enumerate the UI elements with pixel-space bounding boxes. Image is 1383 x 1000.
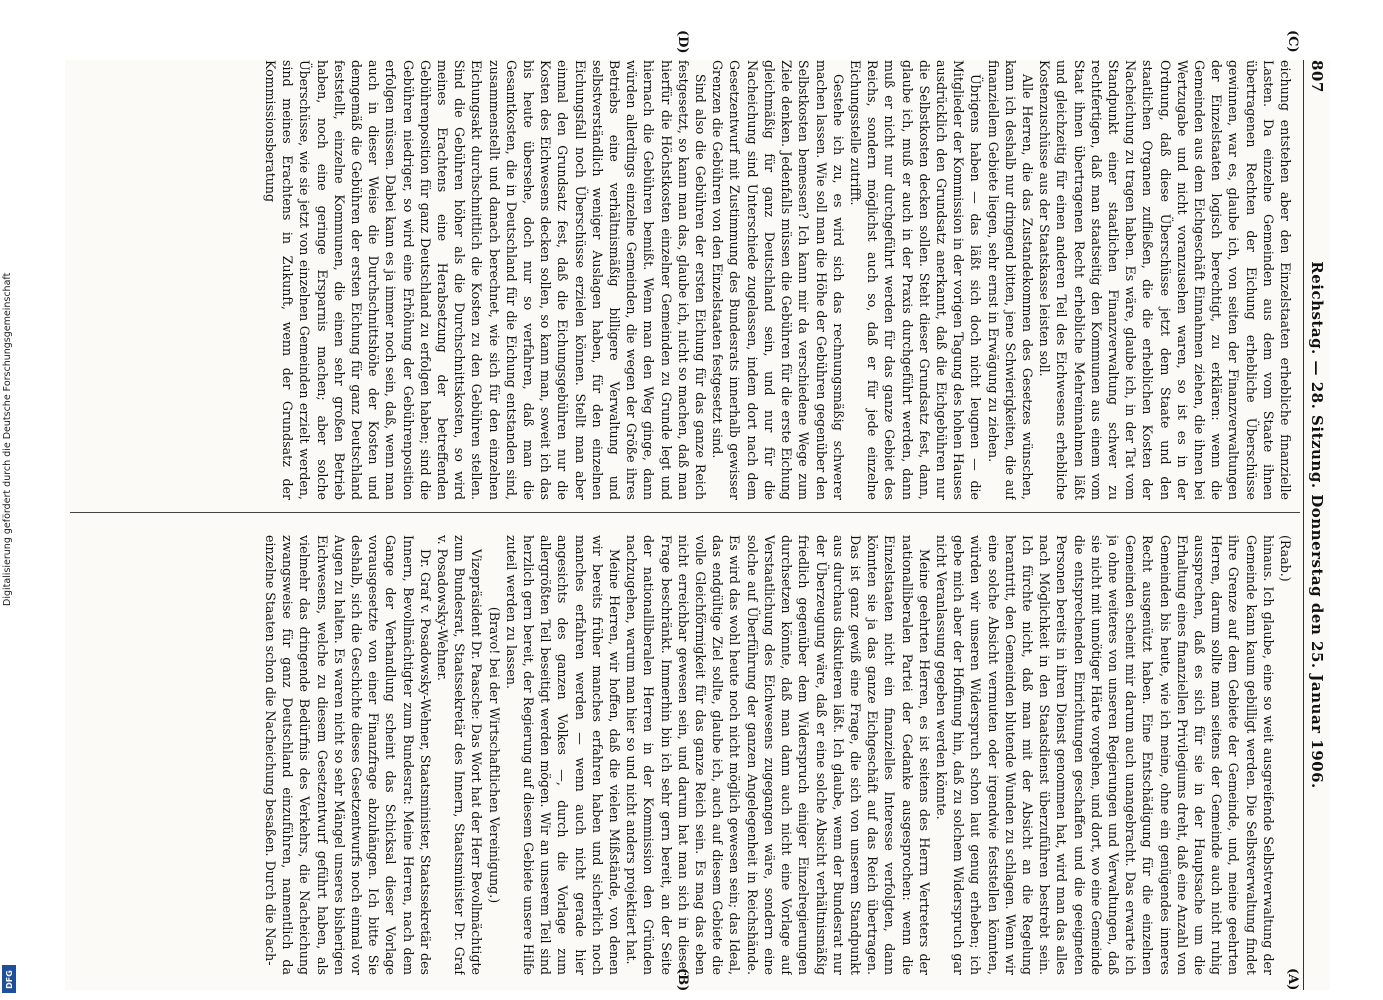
paragraph: Meine geehrten Herren, es ist seitens des Herrn Vertreters der nationalliberalen Partei der Gedanke ausgesprochen: wenn die Einzelstaaten nicht ein finanzielles Interesse verfolgten, dann könnten sie ja das ganze Eichgeschäft auf das Reich übertragen. Das ist ganz gewiß eine Frage, die sich von unserem Standpunkt aus durchaus diskutieren läßt. Ich glaube, wenn der Bundesrat nur der Überzeugung wäre, daß er eine solche Absicht verhältnismäßig friedlich gegenüber dem Widerspruch einiger Einzelregierungen durchsetzen könnte, daß man dann auch nicht eine Vorlage auf Verstaatlichung des Eichwesens zugegangen wäre, sondern eine solche auf Überführung der ganzen Angelegenheit in Reichshände. Es wird das wohl heute noch nicht möglich gewesen sein; das Ideal, das endgültige Ziel sollte, glaube ich, auch auf diesem Gebiete die volle Gleichförmigkeit für das ganze Reich sein. Es mag das eben nicht erreichbar gewesen sein, und darum hat man sich in dieser Frage beschränkt. Immerhin bin ich sehr gern bereit, an der Seite der nationalliberalen Herren in der Kommission den Gründen nachzugehen, warum man hier so und nicht anders projektiert hat. <box>624 535 932 975</box>
column-divider <box>70 512 1300 513</box>
paragraph: Meine Herren, wir hoffen, daß die vielen Mißstände, von denen wir bereits früher manches erfahren haben und sicherlich noch manches erfahren werden — wenn auch nicht gerade hier angesichts des ganzen Volkes —, durch die Vorlage zum allergrößten Teil beseitigt werden mögen. Wir an unserem Teil sind herzlich gern bereit, der Regierung auf diesem Gebiete unsere Hilfe zuteil werden zu lassen. <box>503 535 623 975</box>
paragraph: Alle Herren, die das Zustandekommen des Gesetzes wünschen, kann ich deshalb nur dringend bitten, jene Schwierigkeiten, die auf finanziellem Gebiete liegen, sehr ernst in Erwägung zu ziehen. <box>985 60 1035 500</box>
rotated-document-page <box>65 30 1330 992</box>
applause-note: (Bravo! bei der Wirtschaftlichen Vereinigung.) <box>486 606 502 904</box>
right-column <box>69 60 1294 500</box>
margin-marker-b: (B) <box>675 968 690 992</box>
margin-marker-a: (A) <box>1285 968 1300 991</box>
page-header <box>1304 60 1330 990</box>
page-number: 807 <box>1308 60 1326 93</box>
digitization-credit: Digitalisierung gefördert durch die Deutsche Forschungsgemeinschaft <box>2 272 13 606</box>
paragraph: Übrigens haben — das läßt sich doch nicht leugnen — die Mitglieder der Kommission in der vorigen Tagung des hohen Hauses ausdrücklich den Grundsatz anerkannt, daß die Eichgebühren nur die Selbstkosten decken sollen. Steht dieser Grundsatz fest, dann, glaube ich, muß er auch in der Praxis durchgeführt werden, dann muß er nicht nur durchgeführt werden für das ganze Gebiet des Reichs, sondern möglichst auch so, daß er für jede einzelne Eichungsstelle zutrifft. <box>847 60 984 500</box>
header-rule <box>1303 60 1304 990</box>
running-title: Reichstag. — 28. Sitzung. Donnerstag den 25. Januar 1906. <box>1308 261 1326 789</box>
dfg-logo: DFG <box>2 965 16 993</box>
paragraph: Sind also die Gebühren der ersten Eichung für das ganze Reich festgesetzt, so kann man das, glaube ich, nicht so machen, daß man hierfür die Höchstkosten einzelner Gemeinden zu Grunde legt und hiernach die Gebühren bemißt. Wenn man den Weg ginge, dann würden allerdings einzelne Gemeinden, die wegen der Größe ihres Betriebs eine verhältnismäßig billigere Verwaltung und selbstverständlich weniger Auslagen haben, für den einzelnen Eichungsfall noch Überschüsse erzielen können. Stellt man aber einmal den Grundsatz fest, daß die Eichungsgebühren nur die Kosten des Eichwesens decken sollen, so kann man, soweit ich das bis heute übersehe, doch nur so verfahren, daß man die Gesamtkosten, die in Deutschland für die Eichung entstanden sind, zusammenstellt und danach berechnet, wie sich für den einzelnen Eichungsakt durchschnittlich die Kosten zu den Gebühren stellen. Sind die Gebühren höher als die Durchschnittskosten, so wird meines Erachtens eine Herabsetzung der betreffenden Gebührenposition für ganz Deutschland zu erfolgen haben; sind die Gebühren niedriger, so wird eine Erhöhung der Gebührenposition erfolgen müssen. Dabei kann es ja immer noch sein, daß, wenn man auch in dieser Weise die Durchschnittshöhe der Kosten und demgemäß die Gebühren der ersten Eichung für ganz Deutschland feststellt, einzelne Kommunen, die einen sehr großen Betrieb haben, noch eine geringe Ersparnis machen; aber solche Überschüsse, wie sie jetzt von einzelnen Gemeinden erzielt werden, sind meines Erachtens in Zukunft, wenn der Grundsatz der Kommissionsberatung <box>263 60 709 500</box>
margin-marker-d: (D) <box>675 30 690 54</box>
paragraph: hinaus. Ich glaube, eine so weit ausgreifende Selbstverwaltung der Gemeinde kann kaum gebilligt werden. Die Selbstverwaltung findet ihre Grenze auf dem Gebiete der Gemeinde, und, meine geehrten Herren, darum sollte man seitens der Gemeinde auch nicht ruhig aussprechen, daß es sich für sie in der Hauptsache um die Erhaltung eines finanziellen Privilegiums dreht, daß eine Anzahl von Gemeinden bis heute, wie ich meine, ohne ein genügendes inneres Recht ausgenützt haben. Eine Entschädigung für die einzelnen Gemeinden scheint mir darum auch unangebracht. Das erwarte ich ja ohne weiteres von unseren Regierungen und Verwaltungen, daß sie nicht mit unnötiger Härte vorgehen, und dort, wo eine Gemeinde die entsprechenden Einrichtungen geschaffen und die geeigneten Personen bereits in ihren Dienst genommen hat, wird man das alles nach Möglichkeit in den Staatsdienst überzuführen bestrebt sein. Ich fürchte nicht, daß man mit der Absicht an die Regelung herantritt, den Gemeinden blutende Wunden zu schlagen. Wenn wir eine solche Absicht vermuten oder irgendwie feststellen könnten, würden wir unseren Widerspruch schon laut genug erheben; ich gebe mich aber der Hoffnung hin, daß zu solchem Widerspruch gar nicht Veranlassung gegeben werden könnte. <box>933 535 1276 975</box>
margin-marker-c: (C) <box>1285 30 1300 53</box>
speaker-reference: (Raab.) <box>1278 535 1293 582</box>
paragraph: Gestehe ich zu, es wird sich das rechnungsmäßig schwerer machen lassen. Wie soll man die Höhe der Gebühren gegenüber den Selbstkosten bemessen? Ich kann mir da verschiedene Wege zum Ziele denken. Jedenfalls müssen die Gebühren für die erste Eichung gleichmäßig für ganz Deutschland sein, und nur für die Nacheichung sind Unterschiede zugelassen, indem dort nach dem Gesetzentwurf mit Zustimmung des Bundesrats innerhalb gewisser Grenzen die Gebühren von den Einzelstaaten festgesetzt sind. <box>710 60 846 500</box>
left-column <box>69 535 1294 975</box>
minister-statement: Dr. Graf v. Posadowsky-Wehner, Staatsminister, Staatssekretär des Innern, Bevollmächtigter zum Bundesrat: Meine Herren, nach dem Gange der Verhandlung scheint das Schicksal dieser Vorlage vorausgesetzte von einer Finanzfrage abzuhängen. Ich bitte Sie deshalb, sich die Geschichte dieses Gesetzentwurfs noch einmal vor Augen zu halten. Es waren nicht so sehr Mängel unseres bisherigen Eichwesens, welche zu diesem Gesetzentwurf geführt haben, als vielmehr das dringende Bedürfnis des Verkehrs, die Nacheichung zwangsweise für ganz Deutschland einzuführen, namentlich da einzelne Staaten schon die Nacheichung besaßen. Durch die Nach- <box>263 535 433 975</box>
president-statement: Vizepräsident Dr. Paasche: Das Wort hat der Herr Bevollmächtigte zum Bundesrat, Staatssekretär des Innern, Staatsminister Dr. Graf v. Posadowsky-Wehner. <box>435 535 485 975</box>
paragraph: eichung entstehen aber den Einzelstaaten erhebliche finanzielle Lasten. Da einzelne Gemeinden aus dem vom Staate ihnen übertragenen Rechten der Eichung erhebliche Überschüsse gewinnen, war es, glaube ich, von seiten der Finanzverwaltungen der Einzelstaaten logisch berechtigt, zu erklären: wenn die Gemeinden aus dem Eichgeschäft Einnahmen ziehen, die ihnen bei Wertzugabe und nicht voranzusehen waren, so ist es in der Ordnung, daß diese Überschüsse jetzt dem Staate und den staatlichen Organen zufließen, die die erheblichen Kosten der Nacheichung zu tragen haben. Es wäre, glaube ich, in der Tat vom Standpunkt einer staatlichen Finanzverwaltung schwer zu rechtfertigen, daß man staatseitig den Kommunen aus einem vom Staat ihnen übertragenen Recht erhebliche Mehreinnahmen läßt und gleichzeitig für einen anderen Teil des Eichwesens erhebliche Kostenzuschüsse aus der Staatskasse leisten soll. <box>1037 60 1293 500</box>
